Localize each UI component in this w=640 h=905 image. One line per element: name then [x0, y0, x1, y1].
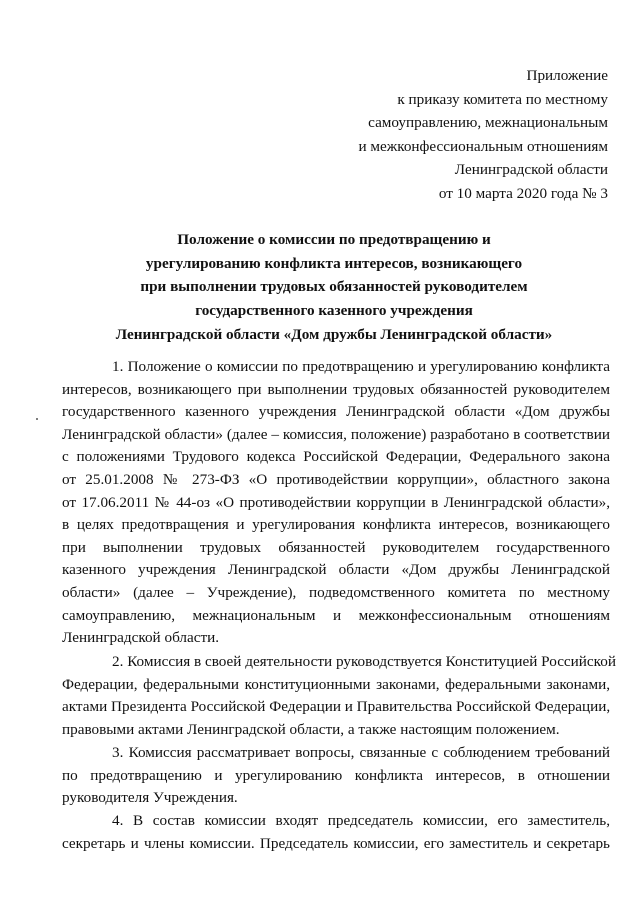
paragraph-line: интересов, возникающего при выполнении трудовых обязанностей руководителем — [62, 380, 610, 398]
title-line: при выполнении трудовых обязанностей руководителем — [140, 278, 528, 296]
paragraph-line: области» (далее – Учреждение), подведомственного комитета по местному — [62, 583, 610, 601]
appendix-line: и межконфессиональным отношениям — [358, 137, 608, 155]
title-line: урегулированию конфликта интересов, возникающего — [145, 254, 523, 272]
paragraph-line: от 17.06.2011 № 44-оз «О противодействии коррупции в Ленинградской области», — [62, 493, 610, 511]
appendix-line: Ленинградской области — [454, 161, 608, 179]
paragraph-line: с положениями Трудового кодекса Российской Федерации, Федерального закона — [62, 448, 610, 466]
title-line: государственного казенного учреждения — [195, 302, 473, 320]
paragraph-line: Ленинградской области» (далее – комиссия, положение) разработано в соответствии — [62, 425, 610, 443]
paragraph-line: самоуправлению, межнациональным и межконфессиональным отношениям — [62, 606, 610, 624]
paragraph-line: в целях предотвращения и урегулирования конфликта интересов, возникающего — [62, 516, 610, 534]
appendix-line: к приказу комитета по местному — [397, 90, 608, 108]
paragraph-line: актами Президента Российской Федерации и Правительства Российской Федерации, — [62, 698, 611, 716]
paragraph-line: руководителя Учреждения. — [62, 789, 238, 807]
paragraph-3 — [62, 742, 610, 810]
appendix-line: Приложение — [526, 67, 608, 84]
document-title — [60, 228, 608, 347]
scan-speck — [36, 418, 38, 420]
paragraph-line: Ленинградской области. — [62, 629, 220, 647]
paragraph-4 — [62, 810, 610, 855]
paragraph-line: Федерации, федеральными конституционными законами, федеральными законами, — [62, 675, 610, 693]
paragraph-line: 2. Комиссия в своей деятельности руководствуется Конституцией Российской — [112, 653, 617, 670]
paragraph-line: государственного казенного учреждения Ленинградской области «Дом дружбы — [62, 403, 610, 421]
paragraph-line: по предотвращению и урегулированию конфликта интересов, в отношении — [62, 766, 610, 784]
paragraph-line: 1. Положение о комиссии по предотвращению и урегулированию конфликта — [112, 358, 610, 375]
paragraph-2 — [62, 651, 617, 741]
paragraph-line: секретарь и члены комиссии. Председатель комиссии, его заместитель и секретарь — [62, 834, 610, 852]
paragraph-line: правовыми актами Ленинградской области, а также настоящим положением. — [62, 720, 560, 738]
paragraph-1 — [62, 356, 610, 650]
appendix-line: самоуправлению, межнациональным — [368, 114, 608, 132]
paragraph-line: 3. Комиссия рассматривает вопросы, связанные с соблюдением требований — [112, 744, 610, 761]
paragraph-line: при выполнении трудовых обязанностей руководителем государственного — [62, 538, 610, 556]
appendix-line: от 10 марта 2020 года № 3 — [438, 184, 608, 202]
paragraph-line: 4. В состав комиссии входят председатель комиссии, его заместитель, — [112, 812, 610, 829]
title-line: Положение о комиссии по предотвращению и — [177, 231, 491, 248]
paragraph-line: казенного учреждения Ленинградской области «Дом дружбы Ленинградской — [62, 561, 610, 579]
appendix-block — [308, 64, 608, 206]
paragraph-line: от 25.01.2008 № 273-ФЗ «О противодействии коррупции», областного закона — [62, 470, 610, 488]
title-line: Ленинградской области «Дом дружбы Ленинградской области» — [115, 325, 553, 343]
